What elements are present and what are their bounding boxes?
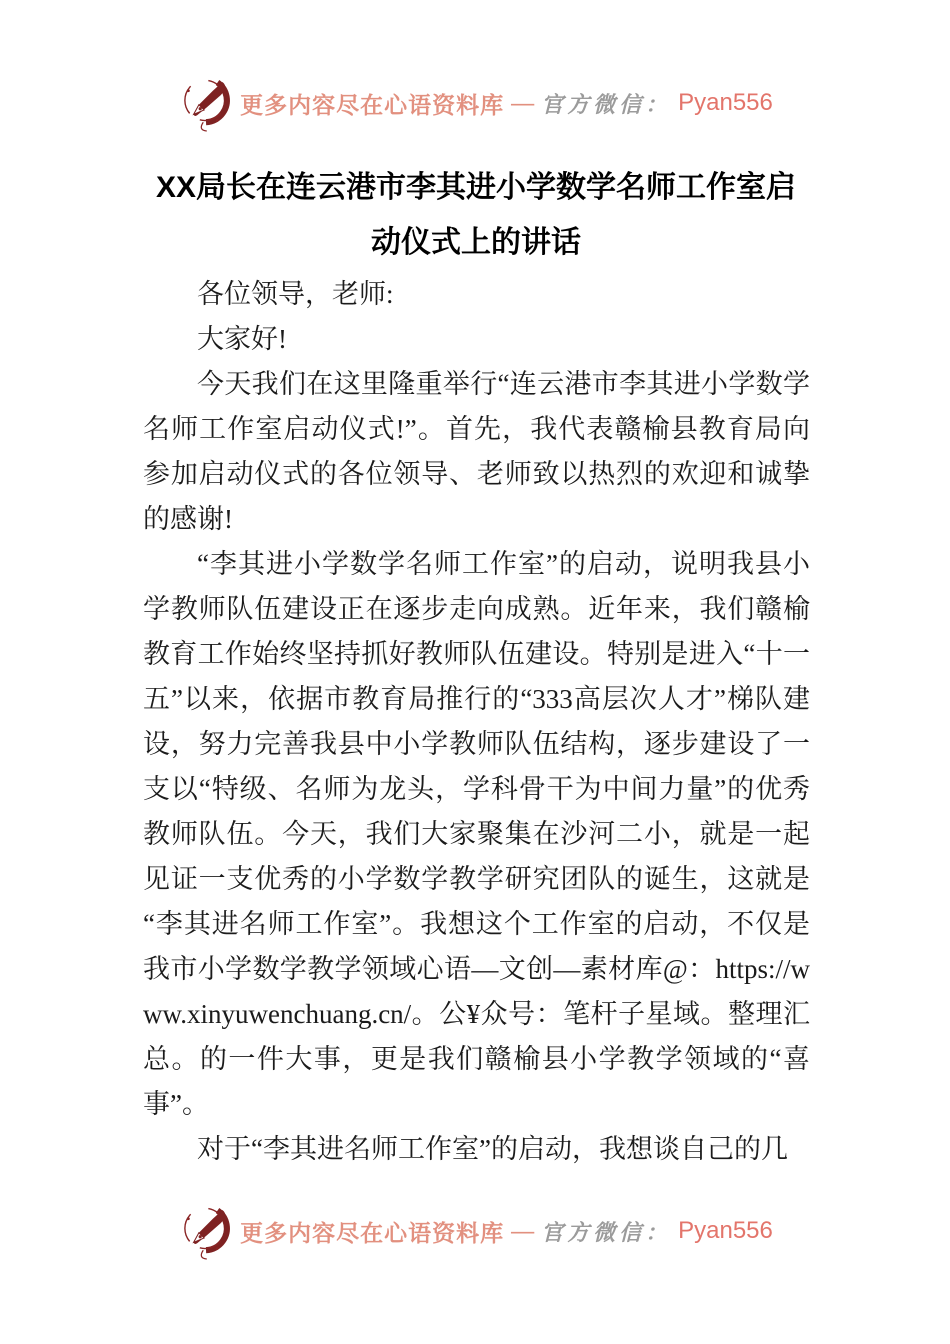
watermark-separator: — <box>511 90 535 115</box>
pen-nib-logo-icon <box>177 1200 233 1262</box>
paragraph-opening: 今天我们在这里隆重举行“连云港市李其进小学数学名师工作室启动仪式!”。首先，我代表赣榆县教育局向参加启动仪式的各位领导、老师致以热烈的欢迎和诚挚的感谢! <box>143 369 810 534</box>
footer-watermark <box>0 1200 950 1262</box>
watermark-separator: — <box>511 1218 535 1243</box>
paragraph-salutation: 各位领导，老师: <box>197 279 394 309</box>
paragraph-greeting: 大家好! <box>197 324 287 354</box>
wechat-label: 官方微信： <box>541 91 672 117</box>
wechat-label: 官方微信： <box>541 1219 672 1245</box>
header-watermark <box>0 72 950 134</box>
pen-nib-logo-icon <box>177 72 233 134</box>
wechat-account: Pyan556 <box>678 1217 773 1244</box>
paragraph-closing: 对于“李其进名师工作室”的启动，我想谈自己的几 <box>197 1134 788 1164</box>
document-title: XX局长在连云港市李其进小学数学名师工作室启动仪式上的讲话 <box>155 171 797 259</box>
document-body <box>143 272 810 1172</box>
watermark-main-text: 更多内容尽在心语资料库 <box>240 92 505 118</box>
wechat-account: Pyan556 <box>678 89 773 116</box>
paragraph-main: “李其进小学数学名师工作室”的启动，说明我县小学教师队伍建设正在逐步走向成熟。近年来，我们赣榆教育工作始终坚持抓好教师队伍建设。特别是进入“十一五”以来，依据市教育局推行的“333高层次人才”梯队建设，努力完善我县中小学教师队伍结构，逐步建设了一支以“特级、名师为龙头，学科骨干为中间力量”的优秀教师队伍。今天，我们大家聚集在沙河二小，就是一起见证一支优秀的小学数学教学研究团队的诞生，这就是“李其进名师工作室”。我想这个工作室的启动，不仅是我市小学数学教学领域心语—文创—素材库@：https://www.xinyuwenchuang.cn/。公¥众号：笔杆子星域。整理汇总。的一件大事，更是我们赣榆县小学教学领域的“喜事”。 <box>143 549 810 1119</box>
watermark-main-text: 更多内容尽在心语资料库 <box>240 1220 505 1246</box>
